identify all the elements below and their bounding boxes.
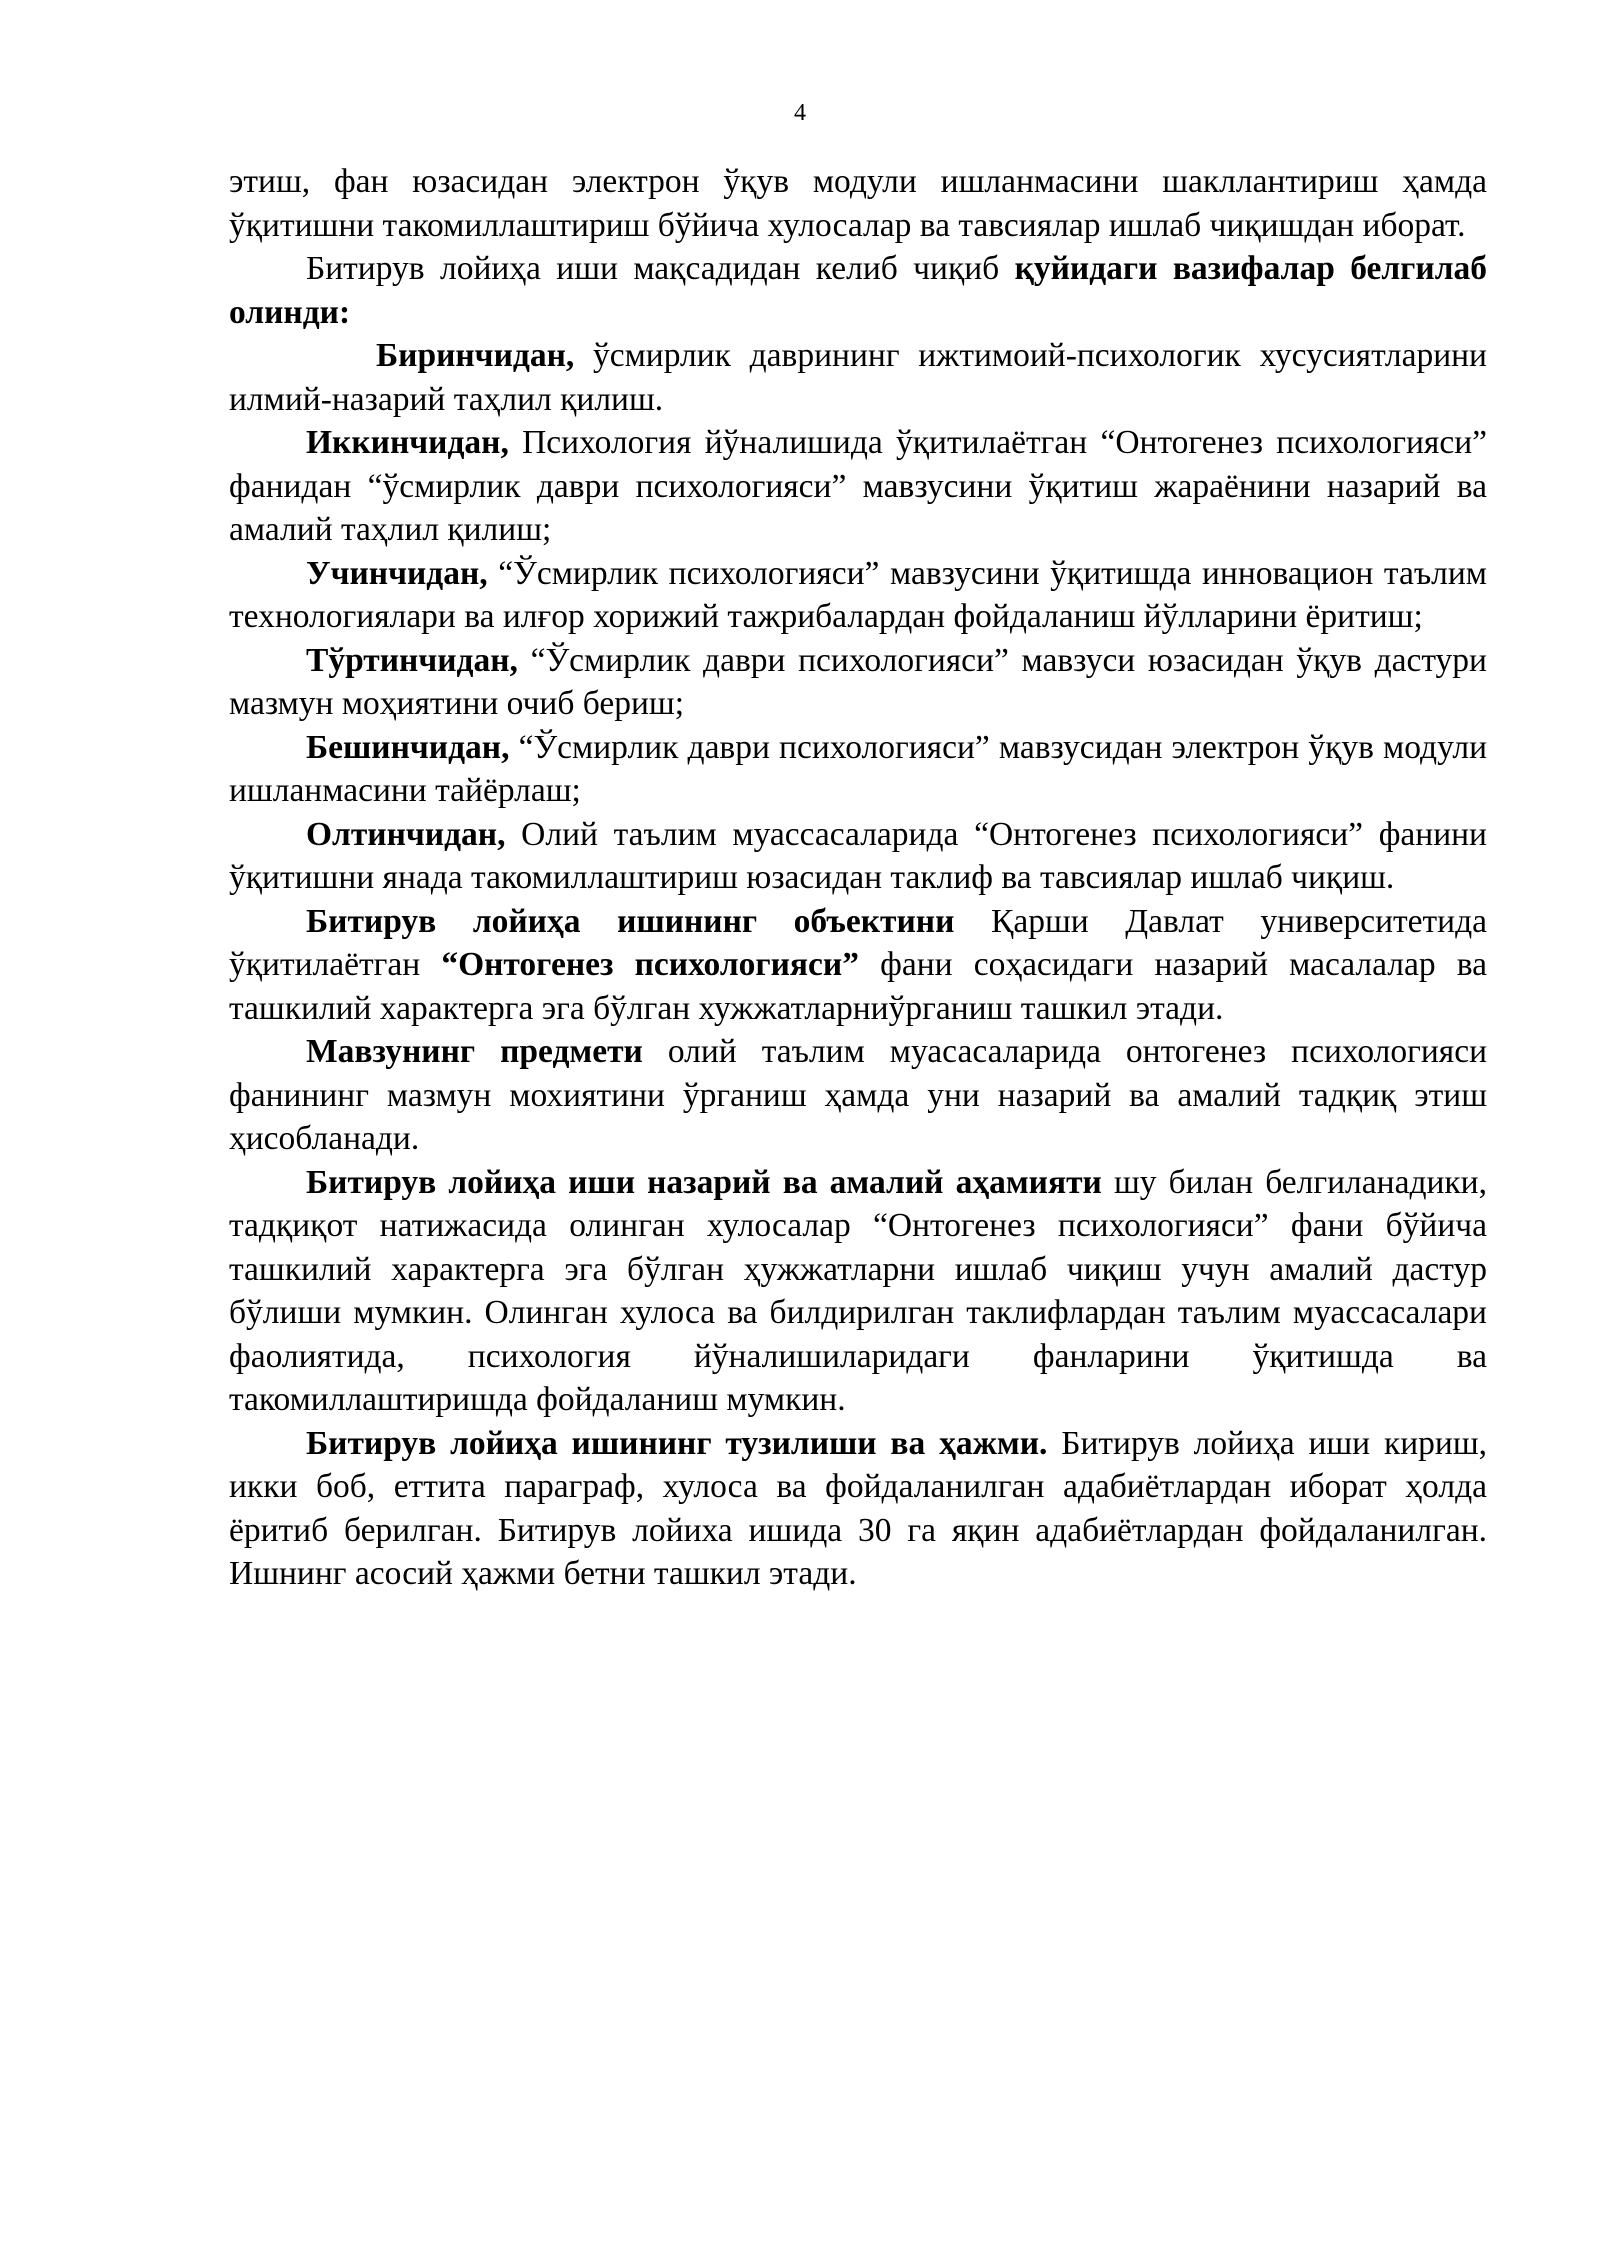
bold-text-run: Битирув лойиҳа ишининг тузилиши ва ҳажми. (306, 1424, 1048, 1462)
bold-text-run: Учинчидан, (306, 554, 488, 592)
paragraph-research-subject (229, 1030, 1487, 1161)
text-run: шу билан белгиланадики, тадқиқот натижасида олинган хулосалар “Онтогенез психологияси” фани бўйича ташкилий характерга эга бўлган ҳужжатларни ишлаб чиқиш учун амалий дастур бўлиши мумкин. Олинган хулоса ва билдирилган таклифлардан таълим муассасалари фаолиятида, психология йўналишиларидаги фанларини ўқитишда ва такомиллаштиришда фойдаланиш мумкин. (229, 1163, 1487, 1418)
paragraph-structure (229, 1422, 1487, 1596)
bold-text-run: Тўртинчидан, (306, 641, 518, 679)
paragraph-task-sixth (229, 813, 1487, 900)
paragraph-task-first (229, 334, 1487, 421)
text-run: Психология йўналишида ўқитилаётган “Онтогенез психологияси” фанидан “ўсмирлик даври психологияси” мавзусини ўқитиш жараёнини назарий ва амалий таҳлил қилиш; (229, 424, 1487, 548)
bold-text-run: қуйидаги вазифалар белгилаб олинди: (229, 250, 1487, 331)
text-run: “Ўсмирлик даври психологияси” мавзуси юзасидан ўқув дастури мазмун моҳиятини очиб бериш; (229, 641, 1487, 722)
text-run: этиш, фан юзасидан электрон ўқув модули ишланмасини шакллантириш ҳамда ўқитишни такомиллаштириш бўйича хулосалар ва тавсиялар ишлаб чиқишдан иборат. (229, 163, 1487, 244)
text-run: фани соҳасидаги назарий масалалар ва ташкилий характерга эга бўлган хужжатларниўрганиш ташкил этади. (229, 946, 1487, 1027)
bold-text-run: Биринчидан, (376, 337, 575, 374)
bold-text-run: Олтинчидан, (306, 815, 506, 853)
bold-text-run: Бешинчидан, (306, 728, 510, 766)
text-run: Олий таълим муассасаларида “Онтогенез психологияси” фанини ўқитишни янада такомиллаштириш юзасидан таклиф ва тавсиялар ишлаб чиқиш. (229, 815, 1487, 896)
document-body (229, 160, 1487, 1596)
page-number: 4 (794, 100, 806, 126)
bold-text-run: “Онтогенез психологияси” (441, 946, 859, 983)
paragraph-intro-continuation (229, 160, 1487, 247)
paragraph-task-second (229, 421, 1487, 552)
paragraph-task-fourth (229, 639, 1487, 726)
paragraph-research-object (229, 900, 1487, 1031)
text-run: “Ўсмирлик психологияси” мавзусини ўқитишда инновацион таълим технологиялари ва илғор хорижий тажрибалардан фойдаланиш йўлларини ёритиш; (229, 554, 1487, 635)
paragraph-task-third (229, 552, 1487, 639)
text-run: “Ўсмирлик даври психологияси” мавзусидан электрон ўқув модули ишланмасини тайёрлаш; (229, 728, 1487, 809)
paragraph-task-fifth (229, 726, 1487, 813)
text-run: Қарши Давлат университетида ўқитилаётган (229, 902, 1487, 983)
text-run: Битирув лойиҳа иши кириш, икки боб, еттита параграф, хулоса ва фойдаланилган адабиётлардан иборат ҳолда ёритиб берилган. Битирув лойиха ишида 30 га яқин адабиётлардан фойдаланилган. Ишнинг асосий ҳажми бетни ташкил этади. (229, 1424, 1487, 1592)
bold-text-run: Мавзунинг предмети (306, 1033, 643, 1070)
paragraph-significance (229, 1161, 1487, 1422)
text-run: Битирув лойиҳа иши мақсадидан келиб чиқиб (306, 250, 1015, 287)
bold-text-run: Битирув лойиҳа ишининг объектини (306, 902, 955, 940)
paragraph-tasks-intro (229, 247, 1487, 334)
text-run: олий таълим муасасаларида онтогенез психологияси фанининг мазмун мохиятини ўрганиш ҳамда уни назарий ва амалий тадқиқ этиш ҳисобланади. (229, 1033, 1488, 1157)
text-run: ўсмирлик даврининг ижтимоий-психологик хусусиятларини илмий-назарий таҳлил қилиш. (229, 337, 1487, 418)
bold-text-run: Иккинчидан, (306, 424, 509, 461)
bold-text-run: Битирув лойиҳа иши назарий ва амалий аҳамияти (306, 1163, 1102, 1201)
